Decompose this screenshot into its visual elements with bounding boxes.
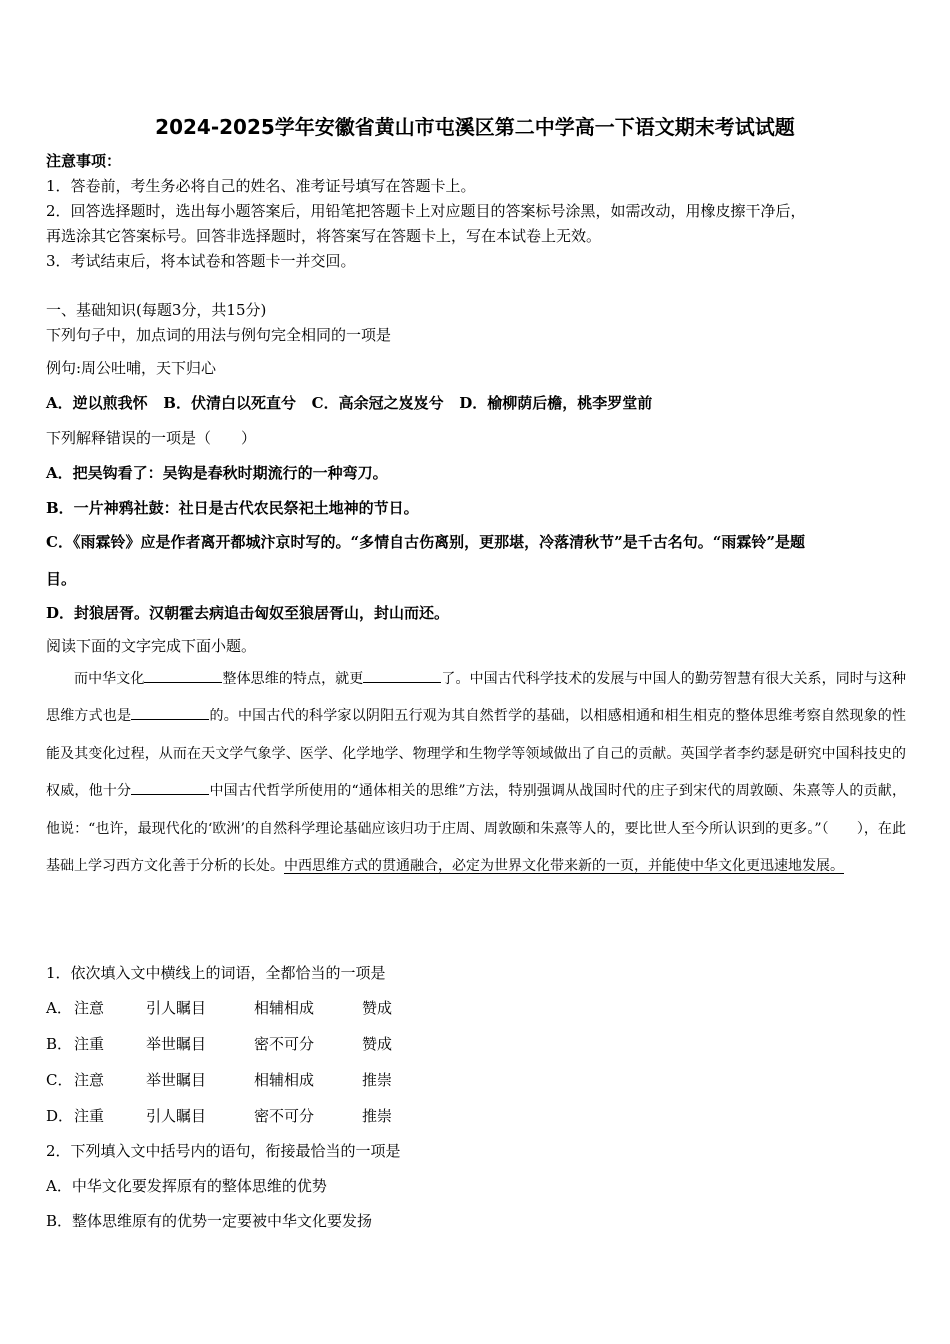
passage-text: 的。中国古代的科学家以阴阳五行观为其自然哲学的基础，以相感相通和相生相克的整体思维考察自然现象的性能及其变化过程，从而在天文学气象学、医学、化学地学、物理学和生物学等领域做出了自己的贡献。英国学者李约瑟是研究中国科技史的权威，他十分 [46,708,907,800]
choice-letter: C． [46,1071,73,1089]
question-stem: 下列句子中，加点词的用法与例句完全相同的一项是 [46,326,392,344]
notice-item: 3．考试结束后，将本试卷和答题卡一并交回。 [46,252,356,270]
option-c: C．《雨霖铃》应是作者离开都城汴京时写的。“多情自古伤离别，更那堪，冷落清秋节”是千古名句。“雨霖铃”是题 [46,533,805,551]
choice-word: 相辅相成 [254,1071,315,1089]
underlined-sentence: 中西思维方式的贯通融合，必定为世界文化带来新的一页，并能使中华文化更迅速地发展。 [284,858,844,875]
page-title: 2024-2025学年安徽省黄山市屯溪区第二中学高一下语文期末考试试题 [155,115,795,139]
choice-word: 引人瞩目 [146,999,207,1017]
choice-row [46,998,392,1018]
notice-item: 1．答卷前，考生务必将自己的姓名、准考证号填写在答题卡上。 [46,177,476,195]
reading-passage [46,661,906,885]
choice-word: 注意 [74,1071,105,1089]
choice-row [46,1034,392,1054]
choice-row [46,1106,392,1126]
choice-word: 注意 [74,999,105,1017]
notice-heading: 注意事项： [46,152,122,170]
question-stem: 下列解释错误的一项是（ ） [46,429,257,447]
choice-letter: D． [46,1107,74,1125]
option-d: D．封狼居胥。汉朝霍去病追击匈奴至狼居胥山，封山而还。 [46,604,450,622]
choice-letter: B． [46,1035,73,1053]
question-options: A．逆以煎我怀 B．伏清白以死直兮 C．高余冠之岌岌兮 D．榆柳荫后檐，桃李罗堂前 [46,394,653,412]
option-a: A．中华文化要发挥原有的整体思维的优势 [46,1177,327,1195]
fill-blank [144,668,222,683]
choice-word: 注重 [74,1035,105,1053]
question-example: 例句:周公吐哺，天下归心 [46,359,217,377]
passage-text: 中国古代哲学所使用的“通体相关的思维”方法，特别强调从战国时代的庄子到宋代的周敦颐、朱熹等人的贡献，他说：“也许，最现代化的‘欧洲’的自然科学理论基础应该归功于庄周、周敦颐和朱熹等人的，要比世人至今所认识到的更多。”（ ），在此基础上学习西方文化善于分析的长处。 [46,783,907,875]
passage-text: 整体思维的特点，就更 [222,671,364,687]
reading-intro: 阅读下面的文字完成下面小题。 [46,637,257,655]
fill-blank [131,705,209,720]
option-b: B．整体思维原有的优势一定要被中华文化要发扬 [46,1212,373,1230]
passage-text: 而中华文化 [74,671,145,687]
choice-row [46,1070,392,1090]
choice-word: 赞成 [362,999,393,1017]
choice-word: 推崇 [362,1071,393,1089]
fill-blank [131,780,209,795]
choice-word: 举世瞩目 [146,1071,207,1089]
passage-text: 了。中国古代科学技术的发展与中国人的勤劳智慧有很大关系，同时与这种思维方式也是 [46,671,907,725]
choice-word: 相辅相成 [254,999,315,1017]
choice-letter: A． [46,999,72,1017]
choice-word: 密不可分 [254,1035,315,1053]
choice-word: 赞成 [362,1035,393,1053]
notice-item: 2．回答选择题时，选出每小题答案后，用铅笔把答题卡上对应题目的答案标号涂黑，如需改动，用橡皮擦干净后， [46,202,806,220]
choice-word: 引人瞩目 [146,1107,207,1125]
option-b: B．一片神鸦社鼓：社日是古代农民祭祀土地神的节日。 [46,499,419,517]
question-stem: 1．依次填入文中横线上的词语，全都恰当的一项是 [46,964,386,982]
option-a: A．把吴钩看了：吴钩是春秋时期流行的一种弯刀。 [46,464,388,482]
choice-word: 推崇 [362,1107,393,1125]
notice-item: 再选涂其它答案标号。回答非选择题时，将答案写在答题卡上，写在本试卷上无效。 [46,227,602,245]
choice-word: 举世瞩目 [146,1035,207,1053]
section-heading: 一、基础知识(每题3分，共15分) [46,301,267,319]
fill-blank [363,668,441,683]
question-stem: 2．下列填入文中括号内的语句，衔接最恰当的一项是 [46,1142,401,1160]
option-c-continued: 目。 [46,570,77,588]
choice-word: 密不可分 [254,1107,315,1125]
choice-word: 注重 [74,1107,105,1125]
